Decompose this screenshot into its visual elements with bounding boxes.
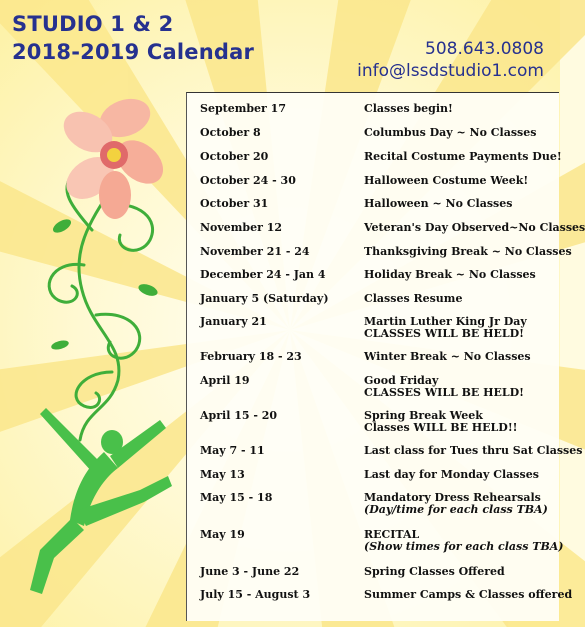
calendar-event <box>364 469 539 481</box>
calendar-event-title: Summer Camps & Classes offered <box>364 588 573 601</box>
calendar-date: June 3 - June 22 <box>200 565 300 578</box>
page-title <box>12 10 254 66</box>
calendar-event <box>364 103 453 115</box>
calendar-date: May 13 <box>200 468 245 481</box>
calendar-event <box>364 566 505 578</box>
flower-and-dancer-illustration <box>0 0 186 627</box>
calendar-event-title: Last day for Monday Classes <box>364 468 539 481</box>
calendar-event-detail: (Show times for each class TBA) <box>364 540 564 553</box>
calendar-date: July 15 - August 3 <box>200 588 311 601</box>
calendar-event-note: Classes WILL BE HELD!! <box>364 421 518 434</box>
calendar-event-title: Veteran's Day Observed~No Classes <box>364 221 585 234</box>
calendar-panel <box>186 92 585 621</box>
calendar-event <box>364 445 582 457</box>
calendar-event <box>364 529 564 553</box>
calendar-event <box>364 151 562 163</box>
phone-number[interactable]: 508.643.0808 <box>425 39 544 59</box>
calendar-event-title: Columbus Day ~ No Classes <box>364 126 537 139</box>
calendar-event <box>364 198 512 210</box>
calendar-date: January 5 (Saturday) <box>200 292 329 305</box>
calendar-date: February 18 - 23 <box>200 350 302 363</box>
calendar-event <box>364 246 572 258</box>
calendar-date: October 24 - 30 <box>200 174 296 187</box>
dancer-silhouette-icon <box>30 408 172 594</box>
title-line-studio: STUDIO 1 & 2 <box>12 12 174 36</box>
calendar-date: September 17 <box>200 102 286 115</box>
calendar-event <box>364 375 524 399</box>
calendar-event <box>364 316 527 340</box>
calendar-event-note: CLASSES WILL BE HELD! <box>364 386 525 399</box>
calendar-event-title: Holiday Break ~ No Classes <box>364 268 536 281</box>
calendar-event-title: Halloween ~ No Classes <box>364 197 513 210</box>
calendar-event <box>364 351 531 363</box>
flower-icon <box>56 92 171 219</box>
calendar-event-title: Classes begin! <box>364 102 453 115</box>
calendar-date: October 8 <box>200 126 261 139</box>
calendar-event-title: Last class for Tues thru Sat Classes <box>364 444 583 457</box>
calendar-event-title: Recital Costume Payments Due! <box>364 150 562 163</box>
calendar-event <box>364 175 528 187</box>
calendar-date: May 7 - 11 <box>200 444 265 457</box>
calendar-event-title: Halloween Costume Week! <box>364 174 529 187</box>
email-address[interactable]: info@lssdstudio1.com <box>357 61 544 81</box>
calendar-date: December 24 - Jan 4 <box>200 268 326 281</box>
calendar-event <box>364 293 462 305</box>
calendar-event <box>364 222 585 234</box>
calendar-event-title: Winter Break ~ No Classes <box>364 350 531 363</box>
calendar-event <box>364 589 572 601</box>
calendar-date: January 21 <box>200 315 267 328</box>
calendar-event-title: Spring Classes Offered <box>364 565 505 578</box>
calendar-date: October 20 <box>200 150 269 163</box>
contact-info <box>357 38 544 82</box>
calendar-event-title: RECITAL <box>364 528 420 541</box>
calendar-event <box>364 492 548 516</box>
calendar-event-note: CLASSES WILL BE HELD! <box>364 327 525 340</box>
calendar-event-title: Good Friday <box>364 374 439 387</box>
calendar-event-title: Thanksgiving Break ~ No Classes <box>364 245 572 258</box>
calendar-event-title: Martin Luther King Jr Day <box>364 315 527 328</box>
calendar-date: November 12 <box>200 221 283 234</box>
calendar-date: April 19 <box>200 374 250 387</box>
calendar-event-title: Classes Resume <box>364 292 463 305</box>
calendar-event-title: Spring Break Week <box>364 409 483 422</box>
calendar-event <box>364 269 536 281</box>
title-line-calendar: 2018-2019 Calendar <box>12 40 255 64</box>
calendar-event-title: Mandatory Dress Rehearsals <box>364 491 541 504</box>
calendar-event <box>364 410 517 434</box>
calendar-date: November 21 - 24 <box>200 245 310 258</box>
calendar-date: October 31 <box>200 197 269 210</box>
calendar-date: April 15 - 20 <box>200 409 278 422</box>
calendar-date: May 15 - 18 <box>200 491 273 504</box>
calendar-event <box>364 127 536 139</box>
calendar-event-detail: (Day/time for each class TBA) <box>364 503 548 516</box>
calendar-date: May 19 <box>200 528 245 541</box>
